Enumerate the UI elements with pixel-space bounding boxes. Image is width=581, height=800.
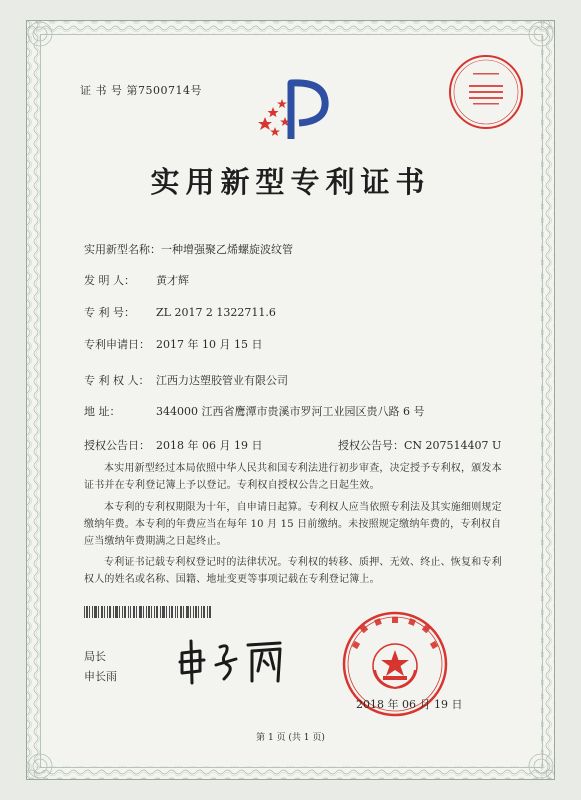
field-value: 一种增强聚乙烯螺旋波纹管 <box>161 243 293 256</box>
field-value: ZL 2017 2 1322711.6 <box>156 306 276 319</box>
field-label: 专利申请日： <box>84 338 150 351</box>
agency-seal-icon <box>447 53 525 131</box>
utility-model-name-field <box>84 241 293 257</box>
filing-date-field <box>84 336 262 352</box>
patentee-field <box>84 372 288 388</box>
certificate-paragraph: 本专利的专利权期限为十年，自申请日起算。专利权人应当依照专利法及其实施细则规定缴纳年费。本专利的年费应当在每年 10 月 15 日前缴纳。未按照规定缴纳年费的，专利权自应当缴纳年费期满之日起终止。 <box>84 502 502 547</box>
field-label: 授权公告日： <box>84 439 150 452</box>
field-value: 江西力达塑胶管业有限公司 <box>156 374 288 387</box>
field-label: 实用新型名称： <box>84 243 161 256</box>
barcode-icon <box>84 606 212 618</box>
patent-number-field <box>84 304 276 320</box>
grant-number-field <box>338 437 501 453</box>
field-label: 发 明 人： <box>84 274 135 287</box>
director-signature-icon <box>176 635 296 687</box>
patent-office-emblem-icon <box>255 77 335 143</box>
page-title: 实用新型专利证书 <box>150 165 431 199</box>
director-title: 局长 <box>84 650 106 663</box>
inventor-field <box>84 272 189 288</box>
field-label: 专 利 权 人： <box>84 374 150 387</box>
director-name: 申长雨 <box>84 670 117 683</box>
field-value: 2018 年 06 月 19 日 <box>156 439 263 452</box>
field-label: 专 利 号： <box>84 306 135 319</box>
field-value: 2017 年 10 月 15 日 <box>156 338 263 351</box>
field-label: 授权公告号： <box>338 439 404 452</box>
page-footer: 第 1 页 (共 1 页) <box>256 733 325 743</box>
certificate-number: 证 书 号 第7500714号 <box>80 84 202 97</box>
address-field <box>84 403 424 419</box>
grant-date-field <box>84 437 262 453</box>
certificate-paragraph: 专利证书记载专利权登记时的法律状况。专利权的转移、质押、无效、终止、恢复和专利权人的姓名或名称、国籍、地址变更等事项记载在专利登记簿上。 <box>84 557 502 585</box>
field-label: 地 址： <box>84 405 121 418</box>
field-value: CN 207514407 U <box>404 439 502 452</box>
certificate-paragraph: 本实用新型经过本局依照中华人民共和国专利法进行初步审查，决定授予专利权，颁发本证书并在专利登记簿上予以登记。专利权自授权公告之日起生效。 <box>84 463 502 491</box>
field-value: 344000 江西省鹰潭市贵溪市罗河工业园区贵八路 6 号 <box>156 405 425 418</box>
field-value: 黄才辉 <box>156 274 189 287</box>
seal-date: 2018 年 06 月 19 日 <box>356 698 463 711</box>
